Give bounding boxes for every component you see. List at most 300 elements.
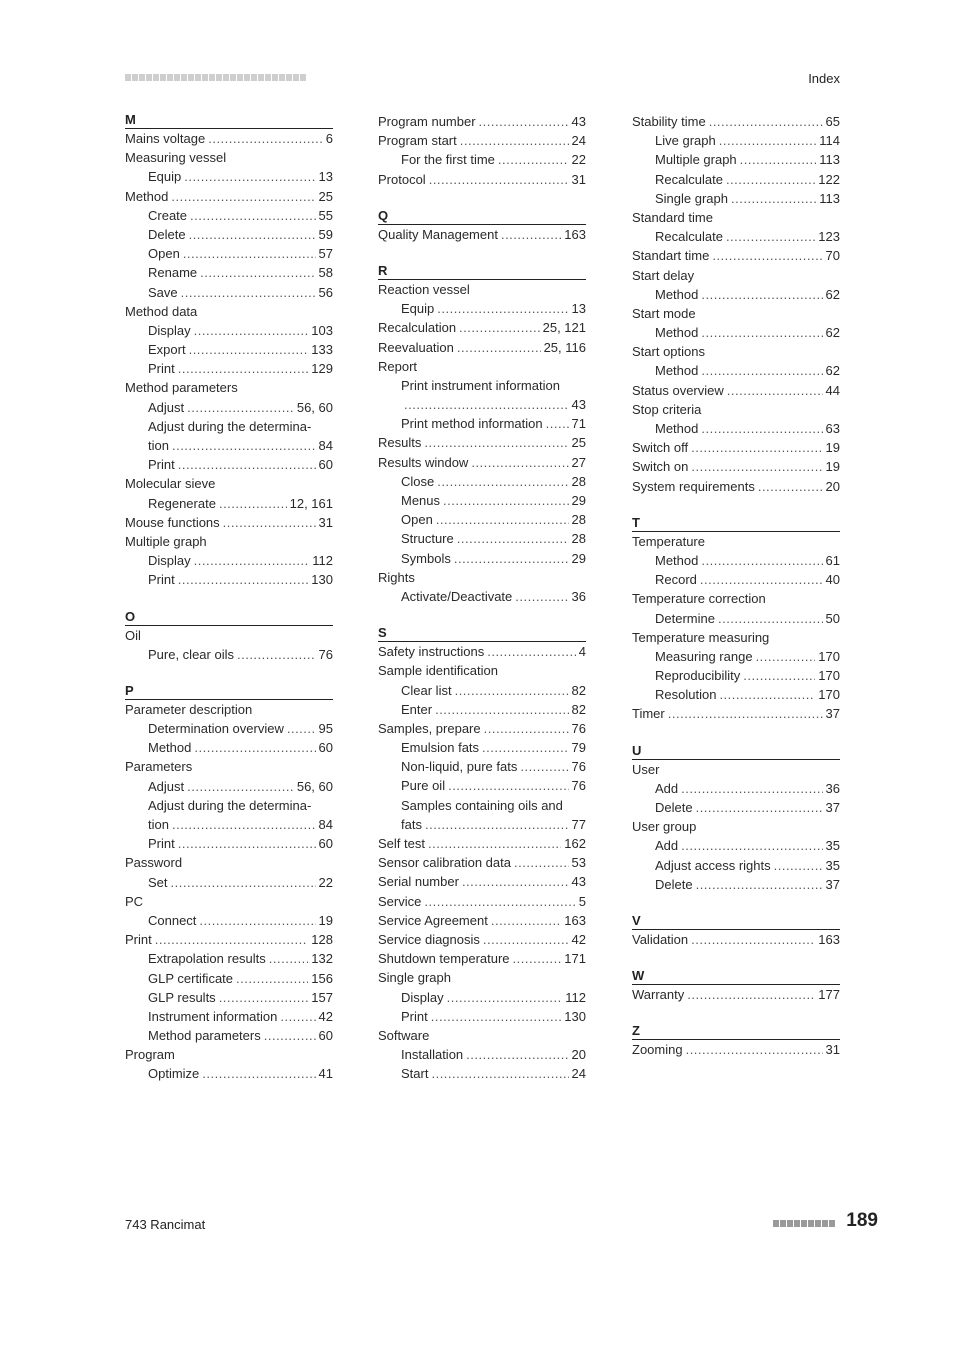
entry-label: Temperature correction xyxy=(632,591,766,607)
entry-page-ref[interactable]: 25, 116 xyxy=(543,339,586,355)
entry-page-ref[interactable]: 61 xyxy=(825,552,840,568)
entry-label: Display xyxy=(148,553,191,569)
leader-dots xyxy=(172,815,316,834)
entry-page-ref[interactable]: 123 xyxy=(818,229,840,245)
index-entry xyxy=(378,395,586,414)
leader-dots xyxy=(443,491,569,510)
entry-page-ref[interactable]: 43 xyxy=(571,397,586,413)
entry-page-ref[interactable]: 60 xyxy=(318,1028,333,1044)
decor-square xyxy=(195,74,201,81)
entry-label: Adjust xyxy=(148,399,185,415)
entry-page-ref[interactable]: 22 xyxy=(318,874,333,890)
entry-label: Method xyxy=(148,740,192,756)
index-entry xyxy=(378,568,586,587)
index-entry xyxy=(125,570,333,589)
leader-dots xyxy=(515,587,568,606)
index-entry xyxy=(632,323,840,342)
leader-dots xyxy=(437,299,568,318)
entry-label: Single graph xyxy=(655,190,728,206)
entry-label: GLP results xyxy=(148,989,216,1005)
entry-page-ref[interactable]: 50 xyxy=(825,610,840,626)
leader-dots xyxy=(718,609,823,628)
entry-page-ref[interactable]: 19 xyxy=(825,440,840,456)
entry-page-ref[interactable]: 56, 60 xyxy=(296,399,333,415)
entry-label: Pure, clear oils xyxy=(148,646,234,662)
leader-dots xyxy=(237,645,316,664)
index-entry xyxy=(632,170,840,189)
leader-dots xyxy=(435,700,568,719)
index-entry xyxy=(125,626,333,645)
entry-page-ref[interactable]: 37 xyxy=(825,706,840,722)
index-section xyxy=(378,112,586,189)
leader-dots xyxy=(709,112,823,131)
leader-dots xyxy=(189,225,316,244)
entry-label: Temperature measuring xyxy=(632,629,770,645)
entry-label: Start delay xyxy=(632,267,695,283)
entry-page-ref[interactable]: 112 xyxy=(565,989,586,1005)
entry-page-ref[interactable]: 130 xyxy=(311,572,333,588)
decor-square xyxy=(822,1220,828,1227)
entry-label: Self test xyxy=(378,836,425,851)
index-entry xyxy=(632,361,840,380)
entry-page-ref[interactable]: 35 xyxy=(825,857,840,873)
index-entry xyxy=(125,551,333,570)
index-entry xyxy=(632,208,840,227)
index-entry xyxy=(378,834,586,853)
leader-dots xyxy=(546,414,569,433)
index-entry xyxy=(378,472,586,491)
entry-page-ref[interactable]: 122 xyxy=(818,171,840,187)
leader-dots xyxy=(520,757,568,776)
entry-page-ref[interactable]: 62 xyxy=(825,325,840,341)
index-section xyxy=(632,968,840,1004)
entry-label: Start mode xyxy=(632,305,696,321)
entry-page-ref[interactable]: 57 xyxy=(318,246,333,262)
leader-dots xyxy=(269,949,309,968)
leader-dots xyxy=(425,815,569,834)
entry-label: Structure xyxy=(401,531,454,547)
entry-page-ref[interactable]: 13 xyxy=(318,169,333,185)
leader-dots xyxy=(187,398,294,417)
leader-dots xyxy=(701,323,822,342)
leader-dots xyxy=(219,988,309,1007)
entry-label: Set xyxy=(148,874,168,890)
index-entry xyxy=(378,681,586,700)
index-entry xyxy=(125,455,333,474)
entry-page-ref[interactable]: 76 xyxy=(571,759,586,775)
entry-page-ref[interactable]: 157 xyxy=(311,989,333,1005)
entry-label: User group xyxy=(632,819,697,835)
entry-page-ref[interactable]: 84 xyxy=(318,438,333,453)
entry-page-ref[interactable]: 62 xyxy=(825,363,840,379)
entry-page-ref[interactable]: 70 xyxy=(825,248,840,264)
entry-page-ref[interactable]: 56 xyxy=(318,284,333,300)
index-section xyxy=(378,625,586,1083)
entry-page-ref[interactable]: 24 xyxy=(571,133,586,149)
entry-label: Non-liquid, pure fats xyxy=(401,759,518,775)
entry-label: Extrapolation results xyxy=(148,951,266,967)
entry-page-ref[interactable]: 62 xyxy=(825,286,840,302)
leader-dots xyxy=(484,719,569,738)
index-entry xyxy=(125,969,333,988)
entry-page-ref[interactable]: 36 xyxy=(825,780,840,796)
entry-page-ref[interactable]: 6 xyxy=(325,131,333,146)
entry-label: Service Agreement xyxy=(378,912,488,928)
leader-dots xyxy=(701,419,822,438)
entry-page-ref[interactable]: 76 xyxy=(571,720,586,736)
index-entry xyxy=(125,700,333,719)
entry-label: tion xyxy=(148,438,169,453)
entry-page-ref[interactable]: 12, 161 xyxy=(289,495,333,511)
entry-page-ref[interactable]: 82 xyxy=(571,682,586,698)
leader-dots xyxy=(681,779,822,798)
entry-label: Method data xyxy=(125,303,198,319)
leader-dots xyxy=(466,1045,568,1064)
entry-page-ref[interactable]: 133 xyxy=(311,342,333,358)
entry-page-ref[interactable]: 129 xyxy=(311,361,333,377)
entry-page-ref[interactable]: 60 xyxy=(318,740,333,756)
entry-page-ref[interactable]: 43 xyxy=(571,874,586,890)
section-letter: Q xyxy=(378,208,586,225)
entry-page-ref[interactable]: 28 xyxy=(571,473,586,489)
entry-label: Results window xyxy=(378,454,469,470)
entry-page-ref[interactable]: 25 xyxy=(318,188,333,204)
decor-square xyxy=(780,1220,786,1227)
entry-page-ref[interactable]: 35 xyxy=(825,838,840,854)
decor-square xyxy=(223,74,229,81)
entry-page-ref[interactable]: 40 xyxy=(825,572,840,588)
leader-dots xyxy=(287,719,316,738)
leader-dots xyxy=(437,472,568,491)
index-entry xyxy=(632,875,840,894)
index-entry xyxy=(378,719,586,738)
index-entry xyxy=(378,1007,586,1026)
index-entry xyxy=(632,131,840,150)
entry-page-ref[interactable]: 170 xyxy=(818,648,840,664)
entry-page-ref[interactable]: 37 xyxy=(825,876,840,892)
leader-dots xyxy=(178,834,316,853)
entry-page-ref[interactable]: 71 xyxy=(571,416,586,432)
leader-dots xyxy=(431,1007,562,1026)
entry-page-ref[interactable]: 114 xyxy=(819,133,840,149)
entry-label: For the first time xyxy=(401,152,495,168)
entry-page-ref[interactable]: 31 xyxy=(825,1042,840,1058)
entry-page-ref[interactable]: 65 xyxy=(825,114,840,129)
decor-square xyxy=(160,74,166,81)
footer-squares xyxy=(773,1220,835,1227)
entry-label: Open xyxy=(148,246,180,262)
entry-page-ref[interactable]: 113 xyxy=(819,190,840,206)
footer-product-name: 743 Rancimat xyxy=(125,1217,206,1232)
entry-page-ref[interactable]: 29 xyxy=(571,550,586,566)
entry-page-ref[interactable]: 113 xyxy=(819,152,840,168)
index-entry xyxy=(378,112,586,131)
entry-page-ref[interactable]: 171 xyxy=(564,951,586,967)
entry-page-ref[interactable]: 41 xyxy=(318,1066,333,1082)
index-entry xyxy=(125,873,333,892)
entry-label: Print xyxy=(148,836,175,852)
entry-page-ref[interactable]: 27 xyxy=(571,454,586,470)
decor-square xyxy=(293,74,299,81)
entry-label: Method xyxy=(655,325,699,341)
entry-label: Program number xyxy=(378,114,476,129)
entry-page-ref[interactable]: 28 xyxy=(571,531,586,547)
entry-page-ref[interactable]: 77 xyxy=(571,816,586,832)
index-entry xyxy=(632,438,840,457)
entry-page-ref[interactable]: 31 xyxy=(571,171,586,187)
leader-dots xyxy=(691,457,822,476)
decor-square xyxy=(251,74,257,81)
entry-label: Installation xyxy=(401,1047,464,1063)
index-entry xyxy=(125,321,333,340)
entry-page-ref[interactable]: 36 xyxy=(571,588,586,604)
entry-label: Clear list xyxy=(401,682,452,698)
index-entry xyxy=(378,414,586,433)
entry-page-ref[interactable]: 59 xyxy=(318,226,333,242)
entry-label: Symbols xyxy=(401,550,451,566)
entry-page-ref[interactable]: 22 xyxy=(571,152,586,168)
index-entry xyxy=(125,930,333,949)
index-section xyxy=(632,1023,840,1059)
leader-dots xyxy=(462,872,569,891)
entry-label: Measuring range xyxy=(655,648,753,664)
entry-page-ref[interactable]: 60 xyxy=(318,836,333,852)
index-entry xyxy=(125,777,333,796)
index-entry xyxy=(632,666,840,685)
decor-square xyxy=(265,74,271,81)
leader-dots xyxy=(447,988,563,1007)
index-entry xyxy=(632,457,840,476)
entry-page-ref[interactable]: 58 xyxy=(318,265,333,281)
entry-page-ref[interactable]: 56, 60 xyxy=(296,778,333,794)
index-entry xyxy=(632,532,840,551)
entry-label: Method xyxy=(125,188,169,204)
entry-page-ref[interactable]: 163 xyxy=(818,931,840,947)
entry-page-ref[interactable]: 5 xyxy=(578,893,586,909)
decor-square xyxy=(808,1220,814,1227)
entry-label: Program xyxy=(125,1047,175,1063)
section-letter: Z xyxy=(632,1023,840,1040)
section-letter: V xyxy=(632,913,840,930)
entry-page-ref[interactable]: 29 xyxy=(571,493,586,508)
index-entry xyxy=(378,815,586,834)
leader-dots xyxy=(184,167,315,186)
decor-square xyxy=(174,74,180,81)
entry-page-ref[interactable]: 170 xyxy=(818,687,840,703)
entry-page-ref[interactable]: 31 xyxy=(318,514,333,530)
leader-dots xyxy=(482,738,568,757)
entry-label: Create xyxy=(148,207,188,223)
index-entry xyxy=(378,700,586,719)
index-entry xyxy=(632,381,840,400)
entry-label: Recalculation xyxy=(378,320,457,336)
decor-square xyxy=(125,74,131,81)
entry-label: Oil xyxy=(125,627,141,643)
leader-dots xyxy=(178,359,309,378)
entry-page-ref[interactable]: 37 xyxy=(825,800,840,815)
entry-page-ref[interactable]: 25, 121 xyxy=(542,320,586,336)
decor-square xyxy=(272,74,278,81)
leader-dots xyxy=(696,798,823,817)
leader-dots xyxy=(194,738,315,757)
entry-label: Enter xyxy=(401,701,433,717)
entry-page-ref[interactable]: 162 xyxy=(564,836,586,851)
entry-label: fats xyxy=(401,816,422,832)
entry-label: Parameter description xyxy=(125,701,253,717)
index-entry xyxy=(632,285,840,304)
entry-page-ref[interactable]: 177 xyxy=(818,987,840,1003)
entry-label: Method xyxy=(655,286,699,302)
entry-page-ref[interactable]: 25 xyxy=(571,435,586,451)
decor-square xyxy=(139,74,145,81)
entry-page-ref[interactable]: 170 xyxy=(818,668,840,684)
leader-dots xyxy=(199,911,315,930)
entry-page-ref[interactable]: 43 xyxy=(571,114,586,129)
entry-label: Print xyxy=(148,457,175,473)
entry-page-ref[interactable]: 20 xyxy=(571,1047,586,1063)
index-entry xyxy=(378,510,586,529)
index-entry xyxy=(125,225,333,244)
leader-dots xyxy=(691,438,822,457)
decor-square xyxy=(801,1220,807,1227)
index-entry xyxy=(632,609,840,628)
entry-label: Service diagnosis xyxy=(378,931,480,947)
entry-page-ref[interactable]: 103 xyxy=(311,322,333,338)
index-entry xyxy=(632,150,840,169)
decor-square xyxy=(286,74,292,81)
decor-square xyxy=(153,74,159,81)
entry-page-ref[interactable]: 28 xyxy=(571,512,586,528)
entry-label: Determination overview xyxy=(148,721,284,737)
entry-page-ref[interactable]: 53 xyxy=(571,855,586,871)
entry-label: Password xyxy=(125,855,183,871)
entry-label: Record xyxy=(655,572,697,588)
index-entry xyxy=(125,757,333,776)
index-entry xyxy=(378,796,586,815)
entry-page-ref[interactable]: 19 xyxy=(825,459,840,475)
leader-dots xyxy=(280,1007,315,1026)
entry-page-ref[interactable]: 24 xyxy=(571,1066,586,1082)
index-entry xyxy=(632,589,840,608)
entry-page-ref[interactable]: 55 xyxy=(318,207,333,223)
index-entry xyxy=(378,299,586,318)
index-entry xyxy=(378,930,586,949)
leader-dots xyxy=(479,112,569,131)
section-letter: T xyxy=(632,515,840,532)
entry-page-ref[interactable]: 13 xyxy=(571,301,586,317)
index-entry xyxy=(125,494,333,513)
entry-page-ref[interactable]: 60 xyxy=(318,457,333,473)
entry-page-ref[interactable]: 4 xyxy=(578,644,586,660)
entry-label: Adjust access rights xyxy=(655,857,771,873)
leader-dots xyxy=(696,875,823,894)
entry-label: Report xyxy=(378,358,418,374)
entry-page-ref[interactable]: 84 xyxy=(318,817,333,832)
entry-page-ref[interactable]: 44 xyxy=(825,382,840,398)
entry-label: Status overview xyxy=(632,382,724,398)
index-entry xyxy=(378,587,586,606)
entry-page-ref[interactable]: 130 xyxy=(564,1008,586,1024)
leader-dots xyxy=(223,513,316,532)
index-entry xyxy=(125,532,333,551)
index-entry xyxy=(125,148,333,167)
index-entry xyxy=(632,342,840,361)
leader-dots xyxy=(687,985,815,1004)
entry-label: Serial number xyxy=(378,874,459,890)
entry-page-ref[interactable]: 76 xyxy=(318,646,333,662)
index-entry xyxy=(378,225,586,244)
index-entry xyxy=(125,911,333,930)
index-entry xyxy=(378,968,586,987)
entry-label: Regenerate xyxy=(148,495,216,511)
leader-dots xyxy=(719,131,817,150)
leader-dots xyxy=(743,666,815,685)
decor-square xyxy=(216,74,222,81)
section-letter: P xyxy=(125,683,333,700)
entry-label: Protocol xyxy=(378,171,426,187)
index-entry xyxy=(125,853,333,872)
decor-square xyxy=(773,1220,779,1227)
entry-page-ref[interactable]: 163 xyxy=(564,912,586,928)
decor-square xyxy=(258,74,264,81)
index-entry xyxy=(125,1026,333,1045)
leader-dots xyxy=(178,570,309,589)
decor-square xyxy=(167,74,173,81)
entry-page-ref[interactable]: 76 xyxy=(571,778,586,794)
entry-page-ref[interactable]: 132 xyxy=(311,951,333,967)
entry-page-ref[interactable]: 128 xyxy=(311,932,333,948)
entry-page-ref[interactable]: 19 xyxy=(318,912,333,928)
leader-dots xyxy=(202,1064,315,1083)
index-entry xyxy=(125,417,333,436)
leader-dots xyxy=(189,340,309,359)
index-entry xyxy=(378,433,586,452)
entry-page-ref[interactable]: 63 xyxy=(825,421,840,436)
section-letter: S xyxy=(378,625,586,642)
leader-dots xyxy=(171,187,315,206)
index-entry xyxy=(378,988,586,1007)
entry-page-ref[interactable]: 82 xyxy=(571,701,586,717)
entry-label: Software xyxy=(378,1027,430,1043)
index-column-3 xyxy=(632,112,840,1060)
index-entry xyxy=(632,760,840,779)
entry-page-ref[interactable]: 42 xyxy=(318,1008,333,1024)
entry-label: Molecular sieve xyxy=(125,476,216,492)
index-entry xyxy=(378,453,586,472)
leader-dots xyxy=(183,244,316,263)
entry-label: Safety instructions xyxy=(378,644,485,660)
entry-page-ref[interactable]: 20 xyxy=(825,478,840,494)
entry-page-ref[interactable]: 95 xyxy=(318,721,333,737)
index-entry xyxy=(125,302,333,321)
index-entry xyxy=(378,131,586,150)
leader-dots xyxy=(483,930,569,949)
leader-dots xyxy=(756,647,816,666)
entry-label: Emulsion fats xyxy=(401,740,480,756)
entry-label: Recalculate xyxy=(655,229,723,245)
entry-page-ref[interactable]: 79 xyxy=(571,740,586,756)
entry-label: Mains voltage xyxy=(125,131,206,146)
entry-page-ref[interactable]: 112 xyxy=(312,553,333,569)
index-entry xyxy=(125,436,333,455)
entry-page-ref[interactable]: 42 xyxy=(571,931,586,947)
entry-label: Save xyxy=(148,284,178,300)
leader-dots xyxy=(712,246,822,265)
index-entry xyxy=(378,357,586,376)
entry-page-ref[interactable]: 156 xyxy=(311,970,333,986)
entry-page-ref[interactable]: 163 xyxy=(564,226,586,242)
index-entry xyxy=(125,129,333,148)
